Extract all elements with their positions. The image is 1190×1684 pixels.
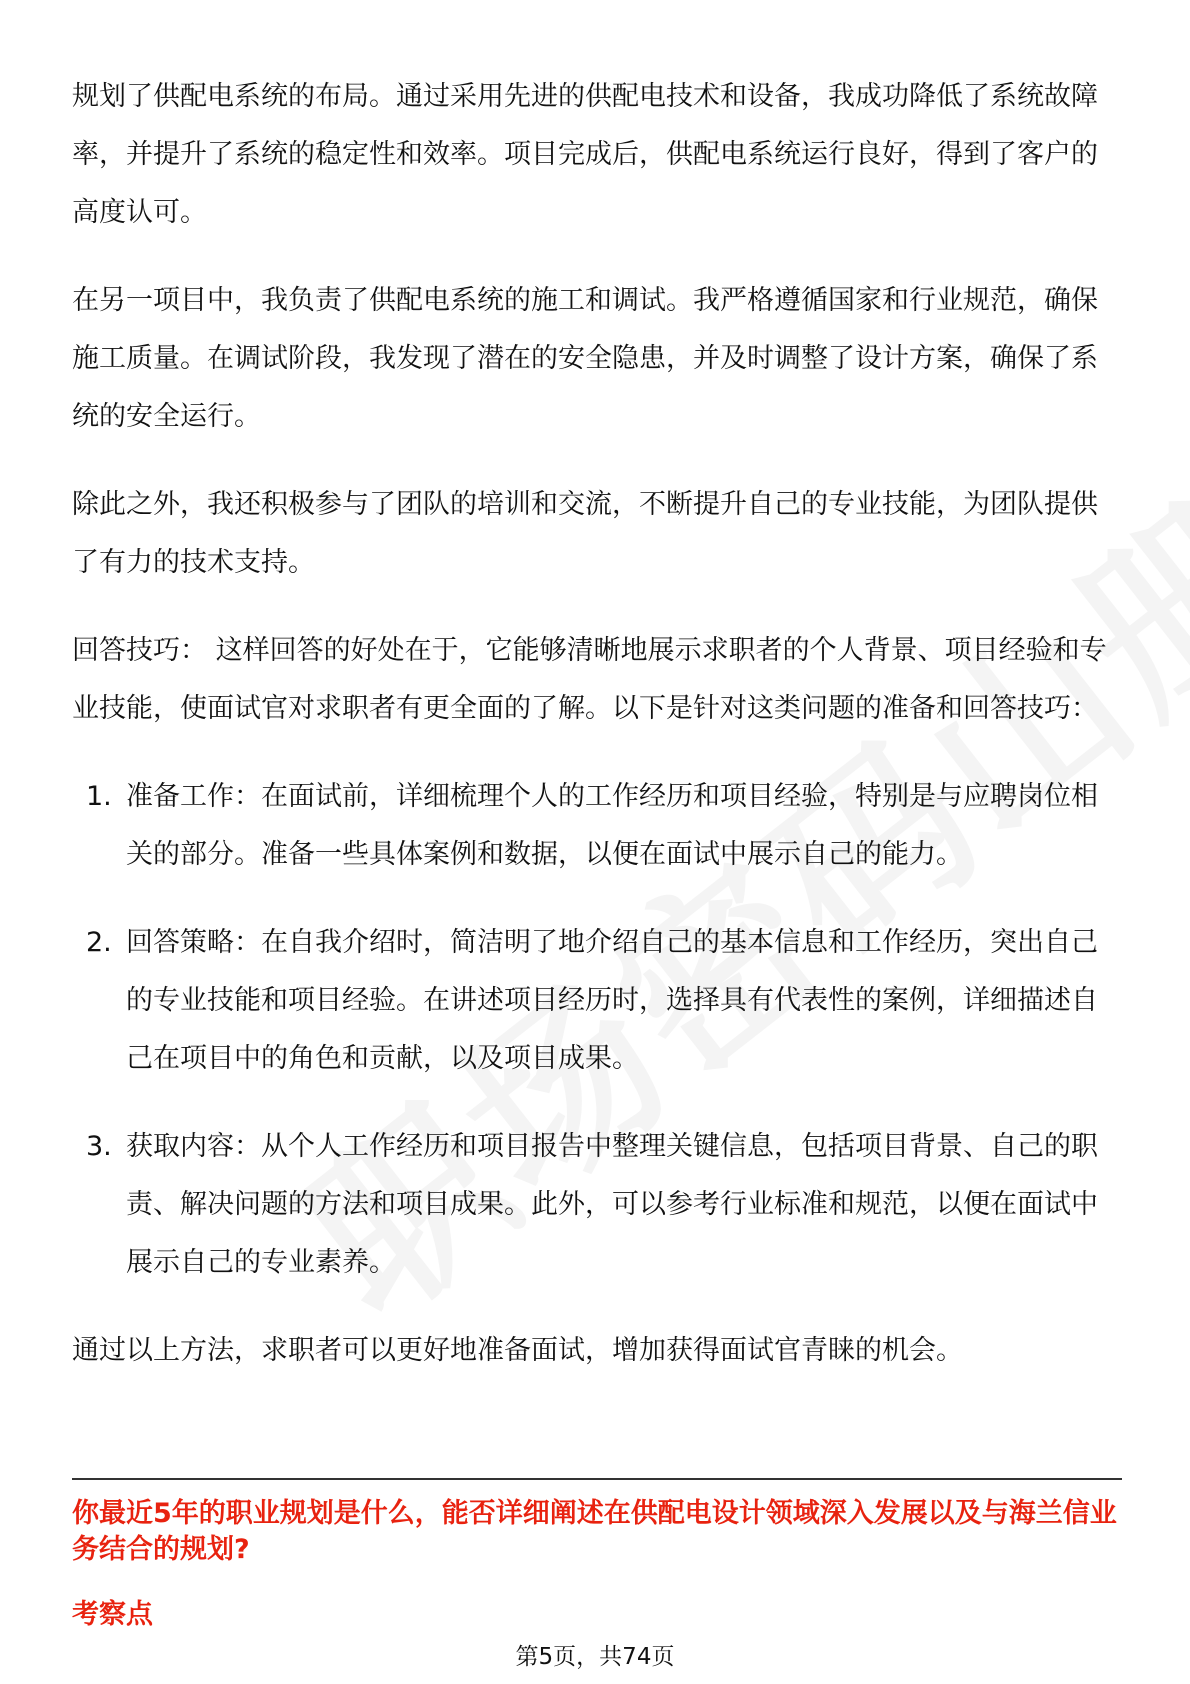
section-subheading: 考察点 <box>72 1599 153 1630</box>
tip-item <box>72 1118 1122 1292</box>
closing-paragraph: 通过以上方法，求职者可以更好地准备面试，增加获得面试官青睐的机会。 <box>72 1335 963 1366</box>
tip-number: 2. <box>86 927 112 958</box>
tip-text: 获取内容：从个人工作经历和项目报告中整理关键信息，包括项目背景、自己的职责、解决问题的方法和项目成果。此外，可以参考行业标准和规范，以便在面试中展示自己的专业素养。 <box>126 1131 1098 1278</box>
tips-list <box>72 768 1122 1292</box>
tip-item <box>72 768 1122 884</box>
tip-number: 1. <box>86 781 112 812</box>
tip-number: 3. <box>86 1131 112 1162</box>
section-divider <box>72 1478 1122 1480</box>
tip-text: 回答策略：在自我介绍时，简洁明了地介绍自己的基本信息和工作经历，突出自己的专业技能和项目经验。在讲述项目经历时，选择具有代表性的案例，详细描述自己在项目中的角色和贡献，以及项目成果。 <box>126 927 1098 1074</box>
page-number: 第5页，共74页 <box>515 1644 675 1670</box>
tip-text: 准备工作：在面试前，详细梳理个人的工作经历和项目经验，特别是与应聘岗位相关的部分。准备一些具体案例和数据，以便在面试中展示自己的能力。 <box>126 781 1098 870</box>
paragraph: 规划了供配电系统的布局。通过采用先进的供配电技术和设备，我成功降低了系统故障率，并提升了系统的稳定性和效率。项目完成后，供配电系统运行良好，得到了客户的高度认可。 <box>72 81 1098 228</box>
document-body <box>72 68 1122 1410</box>
tip-item <box>72 914 1122 1088</box>
paragraph: 除此之外，我还积极参与了团队的培训和交流，不断提升自己的专业技能，为团队提供了有力的技术支持。 <box>72 489 1098 578</box>
answer-tips-intro: 回答技巧： 这样回答的好处在于，它能够清晰地展示求职者的个人背景、项目经验和专业技能，使面试官对求职者有更全面的了解。以下是针对这类问题的准备和回答技巧： <box>72 635 1107 724</box>
paragraph: 在另一项目中，我负责了供配电系统的施工和调试。我严格遵循国家和行业规范，确保施工质量。在调试阶段，我发现了潜在的安全隐患，并及时调整了设计方案，确保了系统的安全运行。 <box>72 285 1098 432</box>
question-heading: 你最近5年的职业规划是什么，能否详细阐述在供配电设计领域深入发展以及与海兰信业务结合的规划? <box>72 1498 1117 1565</box>
